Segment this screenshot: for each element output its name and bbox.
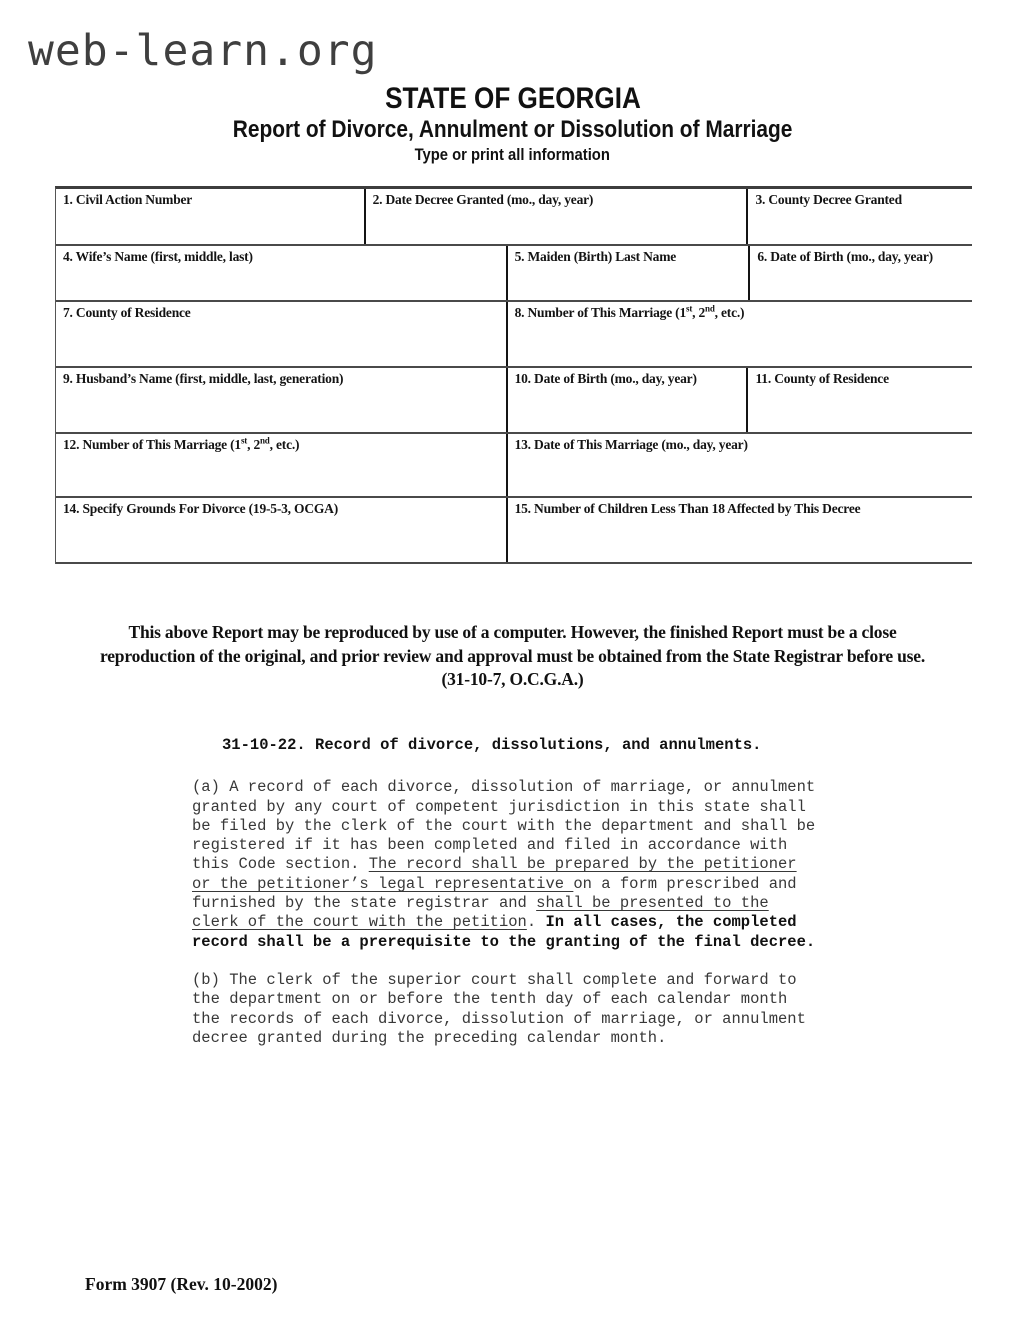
statute-paragraph-a: (a) A record of each divorce, dissolution of marriage, or annulment granted by any court of competent jurisdiction in this state shall be filed by the clerk of the court with the department and shall be registered if it has been completed and filed in accordance with this Code section. The record shall be prepared by the petitioner or the petitioner’s legal representative on a form prescribed and furnished by the state registrar and shall be presented to the clerk of the court with the petition. In all cases, the completed record shall be a prerequisite to the granting of the final decree.	[192, 778, 816, 951]
document-header	[0, 82, 1025, 166]
statute-section	[192, 736, 852, 1048]
field-label: 7. County of Residence	[63, 305, 191, 320]
table-row	[56, 498, 972, 564]
field-label: 13. Date of This Marriage (mo., day, year)	[514, 437, 748, 452]
form-fields-table	[55, 186, 972, 564]
field-label: 4. Wife’s Name (first, middle, last)	[63, 249, 253, 264]
site-watermark: web-learn.org	[28, 26, 378, 76]
underlined-text: The record shall be prepared by the petitioner or the petitioner’s legal representative	[192, 855, 797, 893]
table-row	[56, 302, 972, 368]
table-row	[56, 368, 972, 434]
page-title: STATE OF GEORGIA	[384, 82, 641, 115]
field-label: 14. Specify Grounds For Divorce (19-5-3, OCGA)	[63, 501, 339, 516]
table-row	[56, 189, 972, 246]
field-husband-date-of-birth[interactable]	[508, 368, 749, 432]
reproduction-notice-statute: (31-10-7, O.C.G.A.)	[441, 669, 584, 689]
field-maiden-last-name[interactable]	[508, 246, 751, 300]
field-label: 1. Civil Action Number	[63, 192, 193, 207]
field-husband-county-of-residence[interactable]	[748, 368, 972, 432]
field-label: 6. Date of Birth (mo., day, year)	[757, 249, 933, 264]
table-row	[56, 434, 972, 498]
field-label: 8. Number of This Marriage (1st, 2nd, etc.)	[514, 303, 745, 320]
bold-text: In all cases, the completed record shall be a prerequisite to the granting of the final decree.	[192, 913, 816, 951]
field-label: 5. Maiden (Birth) Last Name	[514, 249, 677, 264]
underlined-text: shall be presented to the clerk of the court with the petition	[192, 894, 769, 932]
reproduction-notice-line: reproduction of the original, and prior review and approval must be obtained from the State Registrar before use.	[99, 645, 925, 666]
form-subtitle: Report of Divorce, Annulment or Dissolution of Marriage	[232, 116, 793, 143]
field-wife-county-of-residence[interactable]	[56, 302, 508, 366]
table-row	[56, 246, 972, 302]
field-label: 9. Husband’s Name (first, middle, last, generation)	[63, 371, 344, 386]
reproduction-notice	[50, 621, 975, 692]
statute-heading: 31-10-22. Record of divorce, dissolutions, and annulments.	[222, 736, 762, 754]
field-label: 12. Number of This Marriage (1st, 2nd, etc.)	[63, 435, 300, 452]
statute-paragraph-b: (b) The clerk of the superior court shall complete and forward to the department on or before the tenth day of each calendar month the records of each divorce, dissolution of marriage, or annulment decree granted during the preceding calendar month.	[192, 970, 806, 1047]
field-wife-date-of-birth[interactable]	[750, 246, 972, 300]
field-label: 2. Date Decree Granted (mo., day, year)	[372, 192, 594, 207]
field-number-of-children[interactable]	[508, 498, 972, 562]
field-county-decree-granted[interactable]	[748, 189, 972, 244]
field-husband-number-of-marriage[interactable]	[56, 434, 508, 496]
field-date-of-this-marriage[interactable]	[508, 434, 972, 496]
field-date-decree-granted[interactable]	[366, 189, 749, 244]
field-label: 10. Date of Birth (mo., day, year)	[514, 371, 697, 386]
reproduction-notice-line: This above Report may be reproduced by use of a computer. However, the finished Report must be a close	[128, 622, 897, 642]
field-label: 15. Number of Children Less Than 18 Affected by This Decree	[514, 501, 861, 516]
field-husband-name[interactable]	[56, 368, 508, 432]
form-instruction: Type or print all information	[414, 145, 611, 164]
field-label: 11. County of Residence	[755, 371, 889, 386]
field-label: 3. County Decree Granted	[755, 192, 902, 207]
field-wife-number-of-marriage[interactable]	[508, 302, 972, 366]
field-civil-action-number[interactable]	[56, 189, 366, 244]
form-number: Form 3907 (Rev. 10-2002)	[85, 1274, 278, 1294]
field-grounds-for-divorce[interactable]	[56, 498, 508, 562]
field-wife-name[interactable]	[56, 246, 508, 300]
